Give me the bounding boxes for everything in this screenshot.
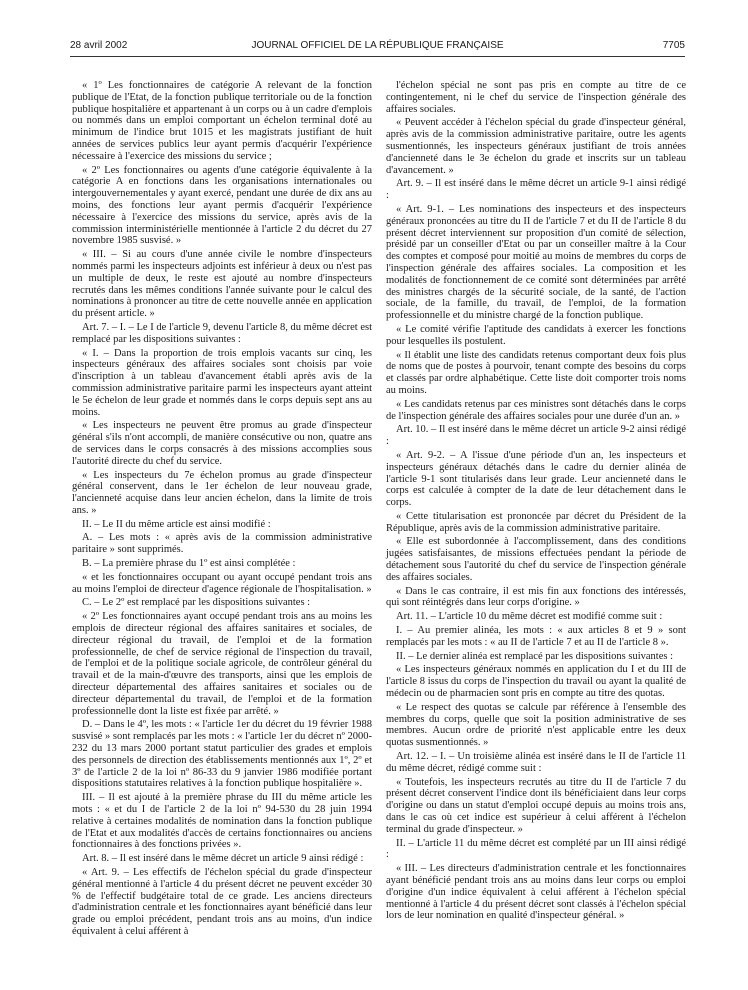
paragraph: « III. – Si au cours d'une année civile le nombre d'inspecteurs nommés parmi les inspecteurs adjoints est inférieur à deux ou n'est pas un multiple de deux, le reste est ajouté au nombre d'inspecteurs recrutés dans les mêmes conditions l'année suivante pour le calcul des nominations à prononcer au titre de cette nouvelle année en application du présent article. » <box>72 249 372 320</box>
paragraph: « Le comité vérifie l'aptitude des candidats à exercer les fonctions pour lesquelles ils postulent. <box>386 323 686 347</box>
paragraph: D. – Dans le 4º, les mots : « l'article 1er du décret du 19 février 1988 susvisé » sont remplacés par les mots : « l'article 1er du décret nº 2000-232 du 13 mars 2000 portant statut particulier des grades et emplois des personnels de direction des établissements mentionnés aux 1º, 2º et 3º de l'article 2 de la loi nº 86-33 du 9 janvier 1986 modifiée portant dispositions statutaires relatives à la fonction publique hospitalière ». <box>72 719 372 790</box>
paragraph: Art. 9. – Il est inséré dans le même décret un article 9-1 ainsi rédigé : <box>386 178 686 202</box>
paragraph: « 2º Les fonctionnaires ayant occupé pendant trois ans au moins les emplois de directeur régional des affaires sanitaires et sociales, de directeur régional du travail, de l'emploi et de la formation professionnelle, de chef de service régional de l'inspection du travail, de l'emploi et de la politique sociale agricole, de contrôleur général du travail et de la main-d'œuvre des transports, ainsi que les emplois de directeur départemental des affaires sanitaires et sociales ou de directeur départemental du travail, de l'emploi et de la formation professionnelle dont la liste est fixée par arrêté. » <box>72 611 372 717</box>
paragraph: II. – Le II du même article est ainsi modifié : <box>82 518 271 530</box>
paragraph: « Art. 9-1. – Les nominations des inspecteurs et des inspecteurs généraux prononcées au titre du II de l'article 7 et du II de l'article 8 du présent décret interviennent sur proposition d'un comité de sélection, présidé par un conseiller d'Etat ou par un conseiller maître à la Cour des comptes et composé pour moitié au moins de membres du corps de l'inspection générale des affaires sociales. La composition et les modalités de fonctionnement de ce comité sont déterminées par arrêté des ministres chargés de la sécurité sociale, de la santé, de l'action sociale, de la famille, du travail, de l'emploi, de la formation professionnelle et du ministre chargé de la fonction publique. <box>386 203 686 322</box>
right-column <box>386 80 686 924</box>
paragraph: Art. 11. – L'article 10 du même décret est modifié comme suit : <box>396 611 663 623</box>
paragraph: « Peuvent accéder à l'échelon spécial du grade d'inspecteur général, après avis de la commission administrative paritaire, outre les agents susmentionnés, les inspecteurs généraux justifiant de trois années d'ancienneté dans le 3e échelon du grade et inscrits sur un tableau d'avancement. » <box>386 117 686 176</box>
paragraph: « Les candidats retenus par ces ministres sont détachés dans le corps de l'inspection générale des affaires sociales pour une durée d'un an. » <box>386 398 686 422</box>
header-rule <box>70 56 685 57</box>
paragraph: « Le respect des quotas se calcule par référence à l'ensemble des membres du corps, quelle que soit la position administrative de ses membres. Aucun ordre de priorité n'est applicable entre les deux quotas susmentionnés. » <box>386 701 686 749</box>
paragraph: « 1º Les fonctionnaires de catégorie A relevant de la fonction publique de l'Etat, de la fonction publique territoriale ou de la fonction publique hospitalière et appartenant à un corps ou à un cadre d'emplois ou nommés dans un emploi comportant un échelon terminal doté au minimum de l'indice brut 1015 et les magistrats justifiant de huit années de services publics leur ayant permis d'acquérir l'expérience nécessaire à l'exercice des missions du service ; <box>72 80 372 162</box>
paragraph: « Art. 9. – Les effectifs de l'échelon spécial du grade d'inspecteur général mentionné à l'article 4 du présent décret ne peuvent excéder 30 % de l'effectif budgétaire total de ce grade. Les anciens directeurs d'administration centrale et les fonctionnaires ayant bénéficié dans leur grade ou emploi précédent, pendant trois ans au moins, d'un indice équivalent à celui afférent à <box>72 867 372 937</box>
paragraph: « Il établit une liste des candidats retenus comportant deux fois plus de noms que de postes à pourvoir, tenant compte des besoins du corps et classés par ordre alphabétique. Cette liste doit comporter trois noms au moins. <box>386 349 686 396</box>
header-date: 28 avril 2002 <box>70 40 128 51</box>
paragraph: « Art. 9-2. – A l'issue d'une période d'un an, les inspecteurs et inspecteurs généraux détachés dans le cadre du dernier alinéa de l'article 9-1 sont titularisés dans leur grade. Leur ancienneté dans le corps est calculée à compter de la date de leur détachement dans le corps. <box>386 449 686 509</box>
left-column <box>72 80 372 940</box>
paragraph: « Les inspecteurs généraux nommés en application du I et du III de l'article 8 issus du corps de l'inspection du travail ou ayant la qualité de médecin ou de pharmacien sont pris en compte au titre des quotas. <box>386 664 686 700</box>
paragraph: « Cette titularisation est prononcée par décret du Président de la République, après avis de la commission administrative paritaire. <box>386 510 686 534</box>
paragraph: « Dans le cas contraire, il est mis fin aux fonctions des intéressés, qui sont réintégrés dans leur corps d'origine. » <box>386 585 686 609</box>
paragraph: III. – Il est ajouté à la première phrase du III du même article les mots : « et du I de l'article 2 de la loi nº 94-530 du 28 juin 1994 relative à certaines modalités de nomination dans la fonction publique de l'Etat et aux modalités d'accès de certains fonctionnaires ou anciens fonctionnaires à des fonctions privées ». <box>72 792 372 851</box>
paragraph: « Toutefois, les inspecteurs recrutés au titre du II de l'article 7 du présent décret conservent l'indice dont ils bénéficiaient dans leur corps d'origine ou dans un statut d'emploi occupé depuis au moins trois ans, dans le cas où cet indice est supérieur à celui afférent à l'échelon terminal du grade d'inspecteur. » <box>386 776 686 835</box>
paragraph: « III. – Les directeurs d'administration centrale et les fonctionnaires ayant bénéficié pendant trois ans au moins dans leur corps ou emploi d'origine d'un indice équivalent à celui afférent à l'échelon spécial mentionné à l'article 4 du présent décret sont classés à l'échelon spécial lors de leur nomination en qualité d'inspecteur général. » <box>386 863 686 922</box>
paragraph: II. – Le dernier alinéa est remplacé par les dispositions suivantes : <box>396 650 673 662</box>
paragraph: « Les inspecteurs du 7e échelon promus au grade d'inspecteur général conservent, dans le 1er échelon de leur nouveau grade, l'ancienneté acquise dans leur ancien échelon, dans la limite de trois ans. » <box>72 469 372 516</box>
page-header <box>70 40 685 56</box>
paragraph: B. – La première phrase du 1º est ainsi complétée : <box>82 558 296 570</box>
paragraph: « Les inspecteurs ne peuvent être promus au grade d'inspecteur général s'ils n'ont accompli, de manière consécutive ou non, quatre ans de services dans le corps consacrés à des missions accomplies sous l'autorité directe du chef du service. <box>72 420 372 467</box>
paragraph: Art. 10. – Il est inséré dans le même décret un article 9-2 ainsi rédigé : <box>386 424 686 448</box>
paragraph: I. – Au premier alinéa, les mots : « aux articles 8 et 9 » sont remplacés par les mots : « au II de l'article 7 et au II de l'article 8 ». <box>386 625 686 648</box>
paragraph: Art. 7. – I. – Le I de l'article 9, devenu l'article 8, du même décret est remplacé par les dispositions suivantes : <box>72 321 372 345</box>
paragraph: « et les fonctionnaires occupant ou ayant occupé pendant trois ans au moins l'emploi de directeur d'agence régionale de l'hospitalisation. » <box>72 571 372 595</box>
paragraph: « Elle est subordonnée à l'accomplissement, dans des conditions jugées satisfaisantes, de missions effectuées pendant la période de détachement sous l'autorité du chef du service de l'inspection générale des affaires sociales. <box>386 536 686 583</box>
paragraph: « 2º Les fonctionnaires ou agents d'une catégorie équivalente à la catégorie A en fonctions dans les organisations internationales ou intergouvernementales y ayant exercé, pendant une durée de dix ans au moins, des fonctions leur ayant permis d'acquérir l'expérience nécessaire à l'exercice des missions du service, après avis de la commission interministérielle mentionnée à l'article 2 du décret du 27 novembre 1985 susvisé. » <box>72 164 372 247</box>
paragraph: l'échelon spécial ne sont pas pris en compte au titre de ce contingentement, ni le chef du service de l'inspection générale des affaires sociales. <box>386 80 686 115</box>
paragraph: II. – L'article 11 du même décret est complété par un III ainsi rédigé : <box>386 837 686 861</box>
paragraph: A. – Les mots : « après avis de la commission administrative paritaire » sont supprimés. <box>72 532 372 556</box>
paragraph: C. – Le 2º est remplacé par les dispositions suivantes : <box>82 597 311 609</box>
paragraph: Art. 8. – Il est inséré dans le même décret un article 9 ainsi rédigé : <box>82 853 364 865</box>
paragraph: « I. – Dans la proportion de trois emplois vacants sur cinq, les inspecteurs généraux des affaires sociales sont choisis par voie d'inscription à un tableau d'avancement établi après avis de la commission administrative paritaire parmi les inspecteurs ayant atteint le 5e échelon de leur grade et nommés dans le corps depuis sept ans au moins. <box>72 347 372 418</box>
header-page-number: 7705 <box>662 40 685 51</box>
paragraph: Art. 12. – I. – Un troisième alinéa est inséré dans le II de l'article 11 du même décret, rédigé comme suit : <box>386 751 686 774</box>
header-title: JOURNAL OFFICIEL DE LA RÉPUBLIQUE FRANÇAISE <box>251 40 504 51</box>
